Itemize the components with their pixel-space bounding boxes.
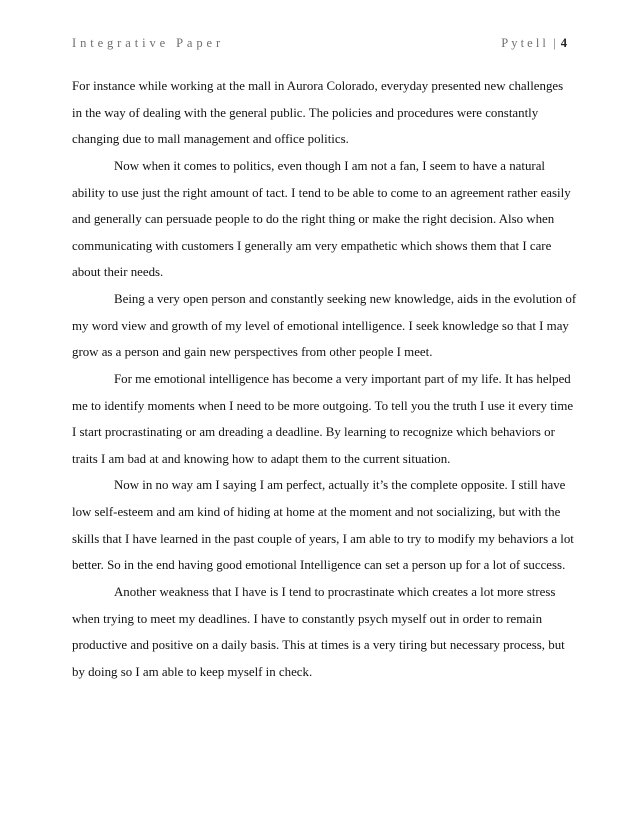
paragraph-first-line: Being a very open person and constantly seeking new knowledge, aids in the evolution of	[114, 292, 577, 306]
text-line: and generally can persuade people to do the right thing or make the right decision. Also when	[72, 212, 555, 227]
text-line: productive and positive on a daily basis. This at times is a very tiring but necessary process, but	[72, 638, 565, 653]
text-line: in the way of dealing with the general public. The policies and procedures were constantly	[72, 105, 539, 120]
text-line: ability to use just the right amount of tact. I tend to be able to come to an agreement rather easily	[72, 185, 571, 200]
paragraph-first-line: Now when it comes to politics, even though I am not a fan, I seem to have a natural	[114, 158, 545, 173]
page-number-separator: |	[553, 36, 556, 50]
text-line: my word view and growth of my level of emotional intelligence. I seek knowledge so that I may	[72, 318, 569, 333]
paragraph-first-line: Now in no way am I saying I am perfect, actually it’s the complete opposite. I still have	[114, 478, 566, 493]
running-author: Pytell	[501, 36, 549, 50]
text-line: For instance while working at the mall in Aurora Colorado, everyday presented new challenges	[72, 79, 564, 93]
running-title: Integrative Paper	[72, 36, 225, 50]
body-text	[72, 78, 582, 690]
text-line: me to identify moments when I need to be more outgoing. To tell you the truth I use it every time	[72, 398, 574, 413]
text-line: low self-esteem and am kind of hiding at home at the moment and not socializing, but with the	[72, 505, 561, 519]
text-line: grow as a person and gain new perspectives from other people I meet.	[72, 345, 433, 360]
paragraph-first-line: For me emotional intelligence has become a very important part of my life. It has helped	[114, 371, 571, 386]
page-header	[72, 36, 567, 56]
text-line: I start procrastinating or am dreading a deadline. By learning to recognize which behaviors or	[72, 425, 555, 440]
text-line: by doing so I am able to keep myself in check.	[72, 664, 313, 679]
header-author-page	[501, 36, 567, 51]
text-line: about their needs.	[72, 265, 164, 280]
text-line: changing due to mall management and office politics.	[72, 132, 349, 147]
text-line: skills that I have learned in the past couple of years, I am able to try to modify my behaviors a lot	[72, 531, 574, 546]
text-line: better. So in the end having good emotional Intelligence can set a person up for a lot of success.	[72, 558, 566, 573]
text-line: when trying to meet my deadlines. I have to constantly psych myself out in order to remain	[72, 611, 543, 626]
text-line: traits I am bad at and knowing how to adapt them to the current situation.	[72, 451, 451, 466]
page-number: 4	[560, 36, 567, 50]
text-line: communicating with customers I generally am very empathetic which shows them that I care	[72, 238, 552, 253]
paragraph-first-line: Another weakness that I have is I tend to procrastinate which creates a lot more stress	[114, 584, 556, 599]
